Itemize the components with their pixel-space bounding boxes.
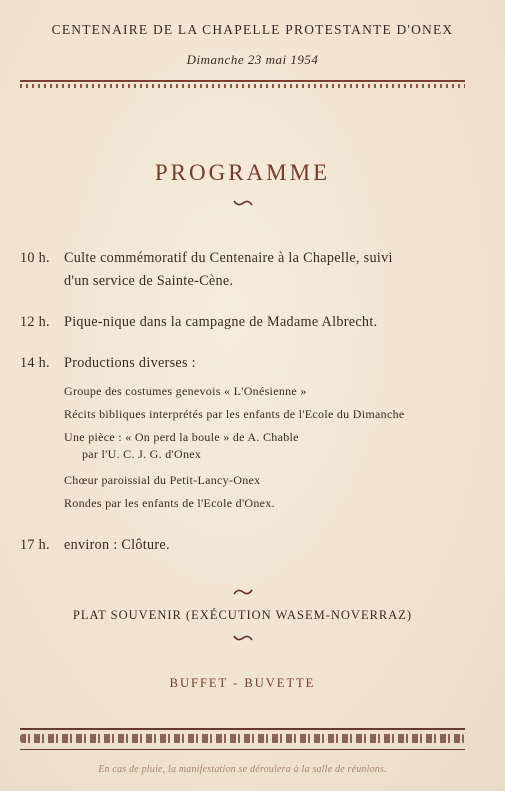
hour-label: 17 h. — [20, 537, 50, 553]
item-text: environ : Clôture. — [64, 537, 170, 553]
programme-item-17h — [20, 537, 170, 554]
buffet-buvette: BUFFET - BUVETTE — [169, 676, 316, 690]
production-item: Chœur paroissial du Petit-Lancy-Onex — [64, 473, 261, 487]
production-item-continuation: par l'U. C. J. G. d'Onex — [82, 447, 202, 461]
production-item: Une pièce : « On perd la boule » de A. Chable — [64, 430, 299, 444]
production-item: Rondes par les enfants de l'Ecole d'Onex. — [64, 496, 275, 510]
programme-item-10h — [20, 250, 393, 267]
ornament-swirl-icon — [233, 633, 253, 643]
rain-footnote: En cas de pluie, la manifestation se déroulera à la salle de réunions. — [98, 764, 387, 775]
programme-item-12h — [20, 314, 377, 331]
header-title: CENTENAIRE DE LA CHAPELLE PROTESTANTE D'ONEX — [51, 22, 454, 37]
item-text-continuation: d'un service de Sainte-Cène. — [64, 273, 234, 289]
bottom-decorative-border — [20, 728, 465, 750]
ornament-swirl-icon — [233, 587, 253, 597]
ornament-icon — [0, 197, 485, 213]
production-item: Groupe des costumes genevois « L'Onésienne » — [64, 384, 307, 398]
programme-title: PROGRAMME — [154, 160, 331, 185]
hour-label: 12 h. — [20, 314, 50, 330]
hour-label: 10 h. — [20, 250, 50, 266]
ornament-icon — [0, 586, 485, 602]
hour-label: 14 h. — [20, 355, 50, 371]
item-text: Culte commémoratif du Centenaire à la Chapelle, suivi — [64, 250, 393, 266]
production-item: Récits bibliques interprétés par les enfants de l'Ecole du Dimanche — [64, 407, 405, 421]
item-text: Pique-nique dans la campagne de Madame Albrecht. — [64, 314, 378, 330]
plat-souvenir: PLAT SOUVENIR (EXÉCUTION WASEM-NOVERRAZ) — [72, 608, 413, 622]
header-date: Dimanche 23 mai 1954 — [186, 52, 319, 67]
item-text: Productions diverses : — [64, 355, 196, 371]
ornament-icon — [0, 632, 485, 648]
top-decorative-border — [20, 80, 465, 90]
programme-item-14h — [20, 355, 196, 372]
ornament-swirl-icon — [233, 198, 253, 208]
